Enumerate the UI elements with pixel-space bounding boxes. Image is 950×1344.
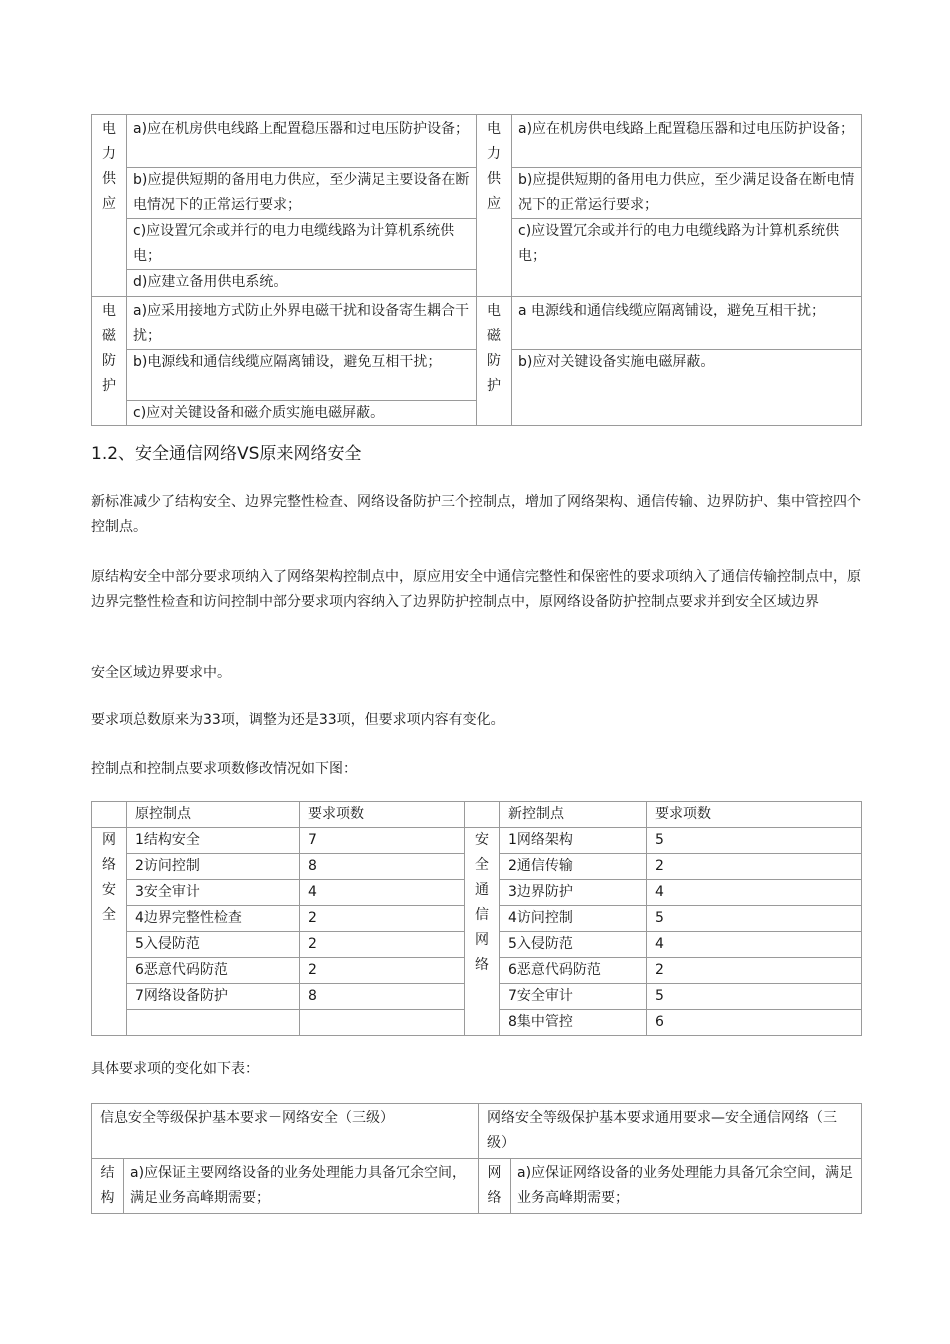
cell	[300, 1010, 465, 1036]
category-label: 安全通信网络	[475, 832, 489, 973]
cell: 6	[647, 1010, 862, 1036]
cell: 2	[647, 958, 862, 984]
cell: 8集中管控	[500, 1010, 647, 1036]
cell: 4访问控制	[500, 906, 647, 932]
list-item: d)应建立备用供电系统。	[127, 269, 476, 296]
paragraph: 控制点和控制点要求项数修改情况如下图：	[91, 761, 357, 777]
power-em-table	[91, 114, 862, 426]
table-row	[92, 828, 862, 854]
cell: 5入侵防范	[127, 932, 300, 958]
list-item: c)应对关键设备和磁介质实施电磁屏蔽。	[127, 400, 476, 425]
table-row	[92, 1159, 862, 1214]
cell: 1网络架构	[500, 828, 647, 854]
category-label: 网络	[487, 1165, 502, 1206]
category-cell	[465, 828, 500, 1036]
cell: 2	[647, 854, 862, 880]
column-header: 原控制点	[127, 802, 300, 828]
cell: 4边界完整性检查	[127, 906, 300, 932]
list-item: b)应对关键设备实施电磁屏蔽。	[512, 349, 861, 375]
table-row	[92, 297, 862, 426]
cell: 4	[647, 932, 862, 958]
items-cell	[127, 115, 477, 297]
paragraph: 新标准减少了结构安全、边界完整性检查、网络设备防护三个控制点，增加了网络架构、通信传输、边界防护、集中管控四个控制点。	[91, 494, 861, 535]
category-cell	[477, 115, 512, 297]
list-item: a 电源线和通信线缆应隔离铺设，避免互相干扰；	[518, 303, 826, 319]
paragraph: 安全区域边界要求中。	[91, 665, 231, 681]
cell: 3边界防护	[500, 880, 647, 906]
cell: 8	[300, 854, 465, 880]
list-item: b)应提供短期的备用电力供应，至少满足设备在断电情况下的正常运行要求；	[512, 167, 861, 218]
table-header-row	[92, 1104, 862, 1159]
column-header: 信息安全等级保护基本要求－网络安全（三级）	[92, 1104, 479, 1159]
paragraph: 原结构安全中部分要求项纳入了网络架构控制点中，原应用安全中通信完整性和保密性的要求项纳入了通信传输控制点中，原边界完整性检查和访问控制中部分要求项内容纳入了边界防护控制点中，原网络设备防护控制点要求并到安全区域边界	[91, 569, 861, 610]
cell: 2	[300, 906, 465, 932]
category-cell	[479, 1159, 511, 1214]
cell: 1结构安全	[127, 828, 300, 854]
cell: 5	[647, 984, 862, 1010]
control-point-table	[91, 801, 862, 1036]
cell: a)应保证网络设备的业务处理能力具备冗余空间，满足业务高峰期需要；	[511, 1159, 862, 1214]
cell: 2访问控制	[127, 854, 300, 880]
cell: 6恶意代码防范	[127, 958, 300, 984]
items-cell	[127, 297, 477, 426]
cell: 7网络设备防护	[127, 984, 300, 1010]
requirement-change-table	[91, 1103, 862, 1214]
cell: 6恶意代码防范	[500, 958, 647, 984]
list-item: a)应采用接地方式防止外界电磁干扰和设备寄生耦合干扰；	[133, 303, 470, 344]
paragraph: 要求项总数原来为33项，调整为还是33项，但要求项内容有变化。	[91, 712, 505, 728]
cell: 2	[300, 958, 465, 984]
cell: 7	[300, 828, 465, 854]
column-header: 要求项数	[300, 802, 465, 828]
category-label: 电力供应	[102, 121, 116, 212]
cell: 5	[647, 828, 862, 854]
list-item: c)应设置冗余或并行的电力电缆线路为计算机系统供电；	[512, 218, 861, 269]
category-cell	[92, 297, 127, 426]
table-header-row	[92, 802, 862, 828]
category-cell	[477, 297, 512, 426]
cell: a)应保证主要网络设备的业务处理能力具备冗余空间，满足业务高峰期需要；	[124, 1159, 479, 1214]
list-item: a)应在机房供电线路上配置稳压器和过电压防护设备；	[518, 121, 855, 137]
table-row	[92, 115, 862, 297]
category-label: 结构	[100, 1165, 115, 1206]
cell: 3安全审计	[127, 880, 300, 906]
category-label: 电力供应	[487, 121, 501, 212]
column-header: 新控制点	[500, 802, 647, 828]
column-header: 网络安全等级保护基本要求通用要求—安全通信网络（三级）	[479, 1104, 862, 1159]
paragraph: 具体要求项的变化如下表：	[91, 1061, 259, 1077]
list-item: c)应设置冗余或并行的电力电缆线路为计算机系统供电；	[127, 218, 476, 269]
category-label: 电磁防护	[102, 303, 116, 394]
items-cell	[512, 115, 862, 297]
cell	[127, 1010, 300, 1036]
list-item: a)应在机房供电线路上配置稳压器和过电压防护设备；	[133, 121, 470, 137]
list-item: b)电源线和通信线缆应隔离铺设，避免互相干扰；	[127, 349, 476, 400]
cell: 5	[647, 906, 862, 932]
category-cell	[92, 115, 127, 297]
category-cell	[92, 1159, 124, 1214]
cell: 2	[300, 932, 465, 958]
cell: 2通信传输	[500, 854, 647, 880]
cell: 4	[300, 880, 465, 906]
cell: 8	[300, 984, 465, 1010]
column-header: 要求项数	[647, 802, 862, 828]
category-label: 电磁防护	[487, 303, 501, 394]
list-item: b)应提供短期的备用电力供应，至少满足主要设备在断电情况下的正常运行要求；	[127, 167, 476, 218]
category-cell	[92, 828, 127, 1036]
cell: 4	[647, 880, 862, 906]
section-heading: 1.2、安全通信网络VS原来网络安全	[91, 444, 362, 464]
items-cell	[512, 297, 862, 426]
cell: 7安全审计	[500, 984, 647, 1010]
category-label: 网络安全	[102, 832, 116, 923]
cell: 5入侵防范	[500, 932, 647, 958]
